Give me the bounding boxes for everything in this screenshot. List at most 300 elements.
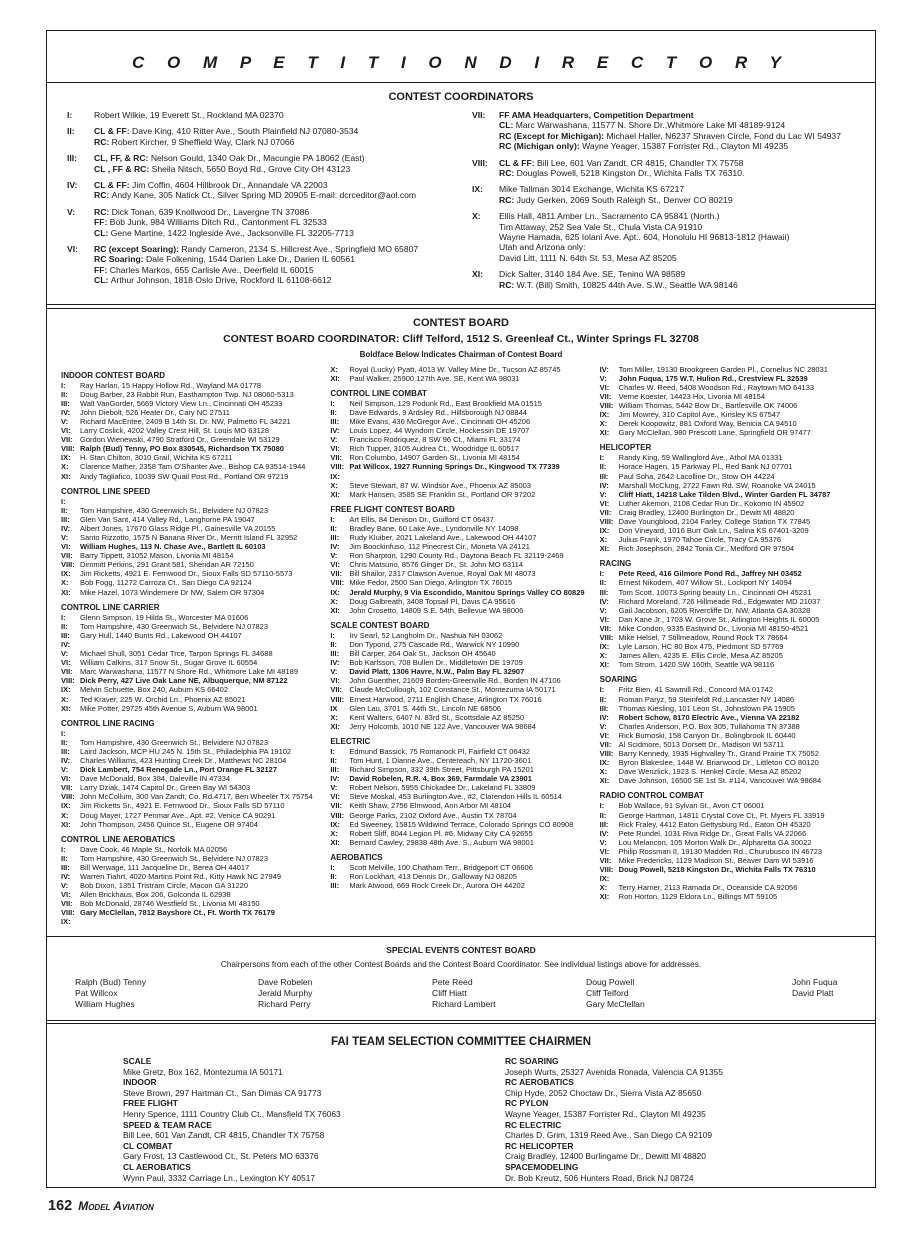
board-section-title: SOARING	[599, 675, 637, 685]
coordinator-line: RC: Douglas Powell, 5218 Kingston Dr., Wichita Falls TX 76310.	[499, 168, 745, 179]
board-entry	[61, 381, 322, 390]
coordinator-line: RC: Robert Kircher, 9 Sheffield Way, Clark NJ 07066	[94, 136, 295, 147]
member-name-address: Don Vineyard, 1016 Burr Oak Ln., Salina KS 67401-3209	[618, 526, 809, 536]
district-numeral: IV:	[61, 872, 71, 881]
district-numeral: I:	[599, 685, 605, 695]
board-entry	[600, 419, 861, 428]
member-name-address: Santo Rizzotto, 1575 N Banana River Dr., Merritt Island FL 32952	[80, 533, 298, 542]
category-prefix: CL:	[94, 275, 111, 286]
district-numeral: X:	[472, 211, 481, 222]
board-entry	[61, 588, 322, 597]
member-name-address: Robert Schow, 8170 Electric Ave., Vienna VA 22182	[618, 712, 800, 722]
district-numeral: V:	[330, 551, 338, 561]
fai-chairman: Chip Hyde, 2052 Choctaw Dr., Sierra Vista AZ 85650	[505, 1087, 702, 1098]
board-entry	[61, 542, 322, 551]
district-numeral: II:	[61, 505, 68, 515]
member-name-address: Glenn Simpson, 19 Hilda St., Worcester MA 01606	[80, 612, 249, 622]
district-numeral: VIII:	[61, 560, 75, 570]
coordinator-lines	[94, 110, 450, 120]
district-numeral: II:	[599, 810, 607, 820]
member-name-address: Mike Condon, 9335 Eastwind Dr., Livonia MI 48150-4521	[618, 623, 809, 633]
board-entry	[600, 365, 861, 374]
board-entry	[330, 588, 591, 597]
board-entry	[330, 631, 591, 640]
board-entry	[61, 811, 322, 820]
board-entry	[61, 774, 322, 783]
district-numeral: VI:	[599, 846, 610, 856]
directory-frame	[46, 30, 876, 1188]
fai-event-title: CL AEROBATICS	[123, 1162, 191, 1172]
district-numeral: III:	[61, 514, 70, 524]
board-entry	[61, 408, 322, 417]
board-entry	[600, 820, 861, 829]
coordinator-line: CL & FF: Dave King, 410 Ritter Ave., South Plainfield NJ 07080-3534	[94, 126, 359, 137]
member-name-address: Craig Bradley, 12400 Burlington Dr., Dewitt MI 48820	[618, 507, 795, 517]
district-numeral: IX:	[599, 410, 610, 420]
board-entry	[330, 801, 591, 810]
district-numeral: IV:	[67, 180, 78, 191]
member-name-address: Royal (Lucky) Pyatt, 4013 W. Valley Mine Dr., Tucson AZ 85745	[349, 364, 561, 374]
fai-event-title: FREE FLIGHT	[123, 1098, 178, 1109]
district-numeral: V:	[330, 435, 338, 445]
district-numeral: XI:	[330, 605, 340, 615]
board-section-title: CONTROL LINE CARRIER	[61, 602, 160, 612]
member-name-address: Doug Mayer, 1727 Penmar Ave., Apt. #2, Venice CA 90291	[80, 810, 276, 820]
board-entry	[600, 624, 861, 633]
member-name-address: Tom Scott, 10073 Spring beauty Ln., Cincinnati OH 45231	[618, 587, 812, 597]
board-entry	[61, 649, 322, 658]
member-name-address: William Calkins, 317 Snow St., Sugar Grove IL 60554	[80, 658, 258, 668]
member-name-address: John Fuqua, 175 W.T. Hulion Rd., Crestview FL 32539	[618, 373, 808, 383]
member-name-address: Ron Horton, 1129 Eldora Ln., Billings MT 59105	[618, 892, 778, 902]
district-numeral: VII:	[61, 899, 73, 909]
member-name-address: Irv Searl, 52 Langholm Dr., Nashua NH 03062	[349, 630, 503, 640]
chairperson-name: Pete Reed	[432, 976, 473, 987]
member-name-address: Tom Hampshire, 430 Greenwich St., Belvidere NJ 07823	[80, 505, 269, 515]
district-numeral: VIII:	[330, 810, 345, 820]
board-section-title: HELICOPTER	[599, 443, 652, 453]
category-prefix: RC:	[499, 279, 517, 290]
district-numeral: XI:	[61, 703, 71, 713]
district-numeral: II:	[599, 694, 607, 704]
board-entry	[600, 578, 861, 587]
member-name-address: John Diebolt, 526 Heater Dr., Cary NC 27511	[80, 407, 230, 417]
board-entry	[61, 685, 322, 694]
category-prefix: CL , FF & RC:	[94, 163, 152, 174]
member-name-address: Tom Strom, 1420 SW 160th, Seattle WA 98116	[618, 660, 775, 670]
contest-board-heading: CONTEST BOARD	[413, 316, 509, 329]
fai-chairman: Wayne Yeager, 15387 Forrister Rd., Clayton MI 49235	[505, 1109, 706, 1120]
district-numeral: I:	[61, 380, 66, 390]
district-numeral: VIII:	[61, 792, 75, 802]
district-numeral: I:	[599, 569, 605, 579]
member-name-address: Gail Jacobson, 6205 Rivercliffe Dr. NW, Atlanta GA 30328	[618, 605, 811, 615]
special-events-column	[586, 977, 792, 1010]
board-entry	[330, 756, 591, 765]
board-entry	[61, 820, 322, 829]
district-numeral: III:	[599, 819, 609, 829]
district-numeral: X:	[61, 694, 69, 704]
member-name-address: Dave McDonald, Box 384, Daleville IN 47334	[80, 774, 231, 784]
district-numeral: VIII:	[330, 694, 345, 704]
member-name-address: Bob Dixon, 1351 Tristram Circle, Macon GA 31220	[80, 881, 248, 891]
board-entry	[330, 515, 591, 524]
coordinator-lines	[94, 153, 450, 174]
member-name-address: Doug Powell, 5218 Kingston Dr., Wichita Falls TX 76310	[618, 865, 816, 875]
district-numeral: I:	[61, 728, 66, 738]
board-section-title: RACING	[599, 559, 632, 569]
member-name-address: Richard Moreland, 726 Hillmeade Rd., Edgewater MD 21037	[618, 596, 821, 606]
board-entry	[600, 695, 861, 704]
member-name-address: Glen Van Sant, 414 Valley Rd., Langhorne PA 19047	[80, 514, 255, 524]
member-name-address: Barry Kennedy, 1935 Highvalley Tr., Grand Prairie TX 75052	[618, 749, 819, 759]
member-name-address: Bob Wallace, 91 Sylvan St., Avon CT 06001	[618, 801, 765, 811]
district-numeral: VI:	[330, 444, 340, 454]
district-numeral: XI:	[599, 776, 610, 786]
fai-chairman: Bill Lee, 601 Van Zandt, CR 4815, Chandler TX 75758	[123, 1130, 325, 1141]
board-entry	[61, 747, 322, 756]
member-name-address: Allen Brickhaus, Box 206, Golconda IL 62938	[80, 890, 231, 900]
district-numeral: VI:	[61, 890, 71, 900]
member-name-address: David Robelen, R.R. 4, Box 369, Farmdale VA 23901	[349, 774, 532, 784]
special-events-column	[258, 977, 432, 1010]
chairperson-name: Dave Robelen	[258, 976, 313, 987]
contest-board-columns	[61, 365, 861, 927]
district-numeral: IX:	[330, 471, 340, 481]
coordinator-lines	[499, 269, 855, 290]
coordinator-entry	[67, 126, 450, 147]
board-entry	[61, 444, 322, 453]
coordinator-line: RC (Michigan only): Wayne Yeager, 15387 Forrister Rd., Clayton MI 49235	[499, 141, 789, 152]
district-numeral: X:	[330, 712, 338, 722]
member-name-address: Steve Stewart, 87 W. Windsor Ave., Phoenix AZ 85003	[349, 480, 531, 490]
member-name-address: Walt VanGorder, 5669 Victory View Ln., Cincinnati OH 45233	[80, 398, 283, 408]
special-events-column	[75, 977, 258, 1010]
board-section-title: AEROBATICS	[330, 852, 383, 862]
district-numeral: X:	[599, 419, 608, 429]
coordinator-lines	[499, 184, 855, 205]
board-entry	[61, 863, 322, 872]
district-numeral: VII:	[330, 453, 342, 463]
board-entry	[600, 811, 861, 820]
member-name-address: Marc Warwashana, 11577 N Shore Rd., Whitmore Lake MI 48189	[80, 667, 299, 677]
district-numeral: VI:	[330, 676, 340, 686]
district-numeral: VII:	[599, 739, 612, 749]
board-entry	[61, 631, 322, 640]
district-numeral: VI:	[330, 560, 340, 570]
district-numeral: II:	[67, 126, 75, 137]
board-entry	[330, 667, 591, 676]
member-name-address: Terry Harner, 2113 Ramada Dr., Oceanside CA 92056	[618, 883, 798, 893]
board-entry	[600, 472, 861, 481]
board-entry	[61, 917, 322, 926]
member-name-address: Doug Barber, 23 Rabbit Run, Easthampton Twp. NJ 08060-5313	[80, 389, 294, 399]
coordinators-heading: CONTEST COORDINATORS	[388, 91, 534, 103]
district-numeral: II:	[61, 621, 68, 631]
board-entry	[61, 426, 322, 435]
member-name-address: Charles Anderson, P.O. Box 305, Tullahoma TN 37388	[618, 721, 800, 731]
board-entry	[330, 569, 591, 578]
member-name-address: Mark Hansen, 3585 SE Franklin St., Portland OR 97202	[349, 489, 536, 499]
district-numeral: VII:	[61, 551, 73, 561]
board-section-title: CONTROL LINE COMBAT	[330, 388, 427, 398]
special-events-column	[432, 977, 586, 1010]
member-name-address: Steve Moskal, 453 Burlington Ave., #2, Clarendon Hills IL 60514	[349, 792, 562, 802]
district-numeral: XI:	[61, 819, 71, 829]
district-numeral: XI:	[599, 892, 610, 902]
member-name-address: Ron Sharpton, 1290 County Rd., Daytona Beach FL 32119-2469	[349, 551, 564, 561]
board-entry	[61, 578, 322, 587]
fai-event-title: INDOOR	[123, 1077, 157, 1088]
member-name-address: Cliff Hiatt, 14218 Lake Tilden Blvd., Winter Garden FL 34787	[618, 489, 831, 499]
board-entry	[61, 506, 322, 515]
member-name-address: Ray Harlan, 15 Happy Hollow Rd., Wayland MA 01778	[80, 380, 262, 390]
district-numeral: X:	[330, 596, 338, 606]
contest-board-note: Boldface Below Indicates Chairman of Contest Board	[359, 349, 563, 359]
district-numeral: VIII:	[599, 865, 614, 875]
member-name-address: Tom Miller, 19130 Brookgreen Garden Pl., Cornelius NC 28031	[618, 364, 828, 374]
category-prefix: CL, FF, & RC:	[94, 153, 151, 164]
board-entry	[61, 881, 322, 890]
category-prefix: CL:	[499, 120, 516, 131]
member-name-address: Bill Shailor, 2317 Clawson Avenue, Royal Oak MI 48073	[349, 569, 536, 579]
coordinator-line: CL: Arthur Johnson, 1818 Oslo Drive, Rockford IL 61108-6612	[94, 275, 332, 286]
member-name-address: Lou Melancon, 105 Morton Walk Dr., Alpharetta GA 30022	[618, 837, 812, 847]
district-numeral: VII:	[599, 623, 612, 633]
chairperson-name: Doug Powell	[586, 976, 635, 987]
member-name-address: Warren Tiahrt, 4020 Martins Point Rd., Kitty Hawk NC 27949	[80, 872, 282, 881]
member-name-address: Glen Lau, 3701 S. 44th St., Lincoln NE 68506	[349, 703, 502, 713]
board-entry	[600, 883, 861, 892]
district-numeral: V:	[61, 765, 69, 775]
board-entry	[330, 606, 591, 615]
member-name-address: Dave Edwards, 9 Ardsley Rd., Hillsborough NJ 08844	[349, 407, 527, 417]
district-numeral: IV:	[599, 596, 609, 606]
district-numeral: V:	[61, 416, 69, 426]
coordinator-line	[499, 110, 855, 120]
member-name-address: Larry Coslick, 4202 Valley Crest Hill, St. Louis MO 63128	[80, 426, 270, 436]
member-name-address: Paul Walker, 25900 127th Ave. SE, Kent WA 98031	[349, 373, 520, 383]
divider-contest-board	[47, 304, 875, 309]
district-numeral: X:	[330, 480, 338, 490]
district-numeral: IX:	[61, 801, 71, 811]
member-name-address: Derek Koopowitz, 881 Oxford Way, Benicia CA 94510	[618, 419, 797, 429]
category-prefix: RC:	[94, 190, 112, 201]
board-entry	[330, 399, 591, 408]
board-entry	[330, 417, 591, 426]
board-entry	[600, 865, 861, 874]
district-numeral: III:	[330, 649, 340, 659]
page-title: C O M P E T I T I O N D I R E C T O R Y	[132, 53, 790, 72]
district-numeral: V:	[330, 667, 338, 677]
member-name-address: Jerry Holcomb, 1010 NE 122 Ave, Vancouver WA 98684	[349, 721, 536, 731]
category-prefix: FF AMA Headquarters, Competition Department	[499, 110, 694, 120]
district-numeral: VIII:	[330, 462, 345, 472]
category-prefix: FF:	[94, 217, 110, 228]
board-entry	[600, 569, 861, 578]
board-section-title: FREE FLIGHT CONTEST BOARD	[330, 504, 455, 514]
district-numeral: IV:	[61, 639, 71, 649]
divider-special-events	[47, 936, 875, 937]
board-entry	[600, 481, 861, 490]
board-entry	[61, 399, 322, 408]
category-prefix: RC (except Soaring):	[94, 244, 182, 255]
district-numeral: XI:	[599, 428, 610, 438]
board-entry	[330, 426, 591, 435]
coordinator-line: FF: Charles Markos, 655 Carlisle Ave., Deerfield IL 60015	[94, 264, 314, 275]
district-numeral: X:	[330, 364, 338, 374]
district-numeral: I:	[330, 746, 335, 756]
fai-chairman: Charles D. Grim, 1319 Reed Ave., San Diego CA 92109	[505, 1130, 713, 1141]
page-footer	[48, 1198, 154, 1214]
district-numeral: IV:	[61, 755, 71, 765]
board-entry	[61, 613, 322, 622]
board-entry	[600, 508, 861, 517]
chairperson-name: Pat Willcox	[75, 987, 118, 998]
district-numeral: VII:	[599, 507, 612, 517]
district-numeral: I:	[330, 514, 335, 524]
board-entry	[600, 633, 861, 642]
member-name-address: John Guenther, 21609 Borden-Greenville Rd., Borden IN 47106	[349, 676, 561, 686]
coordinator-line: CL , FF & RC: Sheila Nitsch, 5650 Boyd Rd., Grove City OH 43123	[94, 163, 351, 174]
board-entry	[330, 578, 591, 587]
board-entry	[600, 615, 861, 624]
coordinator-line: Robert Wilkie, 19 Everett St., Rockland MA 02370	[94, 110, 284, 120]
member-name-address: Tom Hunt, 1 Dianne Ave., Centereach, NY 11720-3601	[349, 755, 532, 765]
district-numeral: III:	[330, 881, 340, 891]
member-name-address: Dimmitt Perkins, 291 Grant 581, Sheridan AR 72150	[80, 560, 254, 570]
board-entry	[600, 651, 861, 660]
board-entry	[600, 874, 861, 883]
district-numeral: IX:	[599, 874, 610, 884]
district-numeral: IV:	[61, 523, 71, 533]
board-entry	[330, 704, 591, 713]
category-prefix: FF:	[94, 264, 110, 275]
member-name-address: Mike Potter, 29725 45th Avenue S, Auburn WA 98001	[80, 703, 258, 713]
member-name-address: Gary Hull, 1440 Bunts Rd., Lakewood OH 44107	[80, 630, 242, 640]
member-name-address: Verne Koester, 14423 Hix, Livonia MI 48154	[618, 391, 766, 401]
district-numeral: IV:	[61, 407, 71, 417]
member-name-address: Michael Shull, 3051 Cedar Trce, Tarpon Springs FL 34688	[80, 649, 273, 659]
district-numeral: XI:	[61, 587, 71, 597]
member-name-address: Ralph (Bud) Tenny, PO Box 830545, Richardson TX 75080	[80, 444, 284, 454]
member-name-address: Rich Tupper, 3105 Audrea Ct., Woodridge IL 60517	[349, 444, 520, 454]
chairperson-name: David Platt	[792, 987, 834, 998]
district-numeral: V:	[61, 649, 69, 659]
member-name-address: Bob McDonald, 28746 Westfield St., Livonia MI 48150	[80, 899, 260, 909]
board-entry	[330, 783, 591, 792]
board-entry	[61, 756, 322, 765]
board-entry	[61, 390, 322, 399]
district-numeral: VI:	[61, 774, 71, 784]
board-entry	[61, 738, 322, 747]
member-name-address: Charles Williams, 423 Hunting Creek Dr., Matthews NC 28104	[80, 755, 287, 765]
district-numeral: IV:	[330, 658, 340, 668]
member-name-address: Bill Carper, 264 Oak St., Jackson OH 45640	[349, 649, 496, 659]
district-numeral: IV:	[330, 774, 340, 784]
board-entry	[600, 829, 861, 838]
district-numeral: VI:	[61, 658, 71, 668]
district-numeral: III:	[330, 765, 340, 775]
member-name-address: Mark Atwood, 669 Rock Creek Dr., Aurora OH 44202	[349, 881, 525, 891]
coordinator-line: Wayne Hamada, 625 Iolani Ave. Apt.. 604, Honolulu HI 96813-1812 (Hawaii)	[499, 232, 790, 243]
member-name-address: Dave Cook, 46 Maple St., Norfolk MA 02056	[80, 844, 228, 854]
district-numeral: VII:	[330, 569, 342, 579]
board-entry	[61, 729, 322, 738]
category-prefix: CL & FF:	[94, 180, 133, 191]
coordinator-line: RC: W.T. (Bill) Smith, 10825 44th Ave. S.W., Seattle WA 98146	[499, 279, 738, 290]
board-entry	[330, 524, 591, 533]
board-entry	[330, 408, 591, 417]
board-entry	[61, 435, 322, 444]
member-name-address: Francisco Rodriquez, 8 SW 96 Ct., Miami FL 33174	[349, 435, 521, 445]
board-entry	[600, 838, 861, 847]
board-entry	[600, 383, 861, 392]
member-name-address: Larry Dziak, 1474 Capitol Dr., Green Bay WI 54303	[80, 783, 251, 793]
member-name-address: Chris Matsuno, 8576 Ginger Dr., St. John MO 63114	[349, 560, 524, 570]
chairperson-name: Richard Perry	[258, 998, 311, 1009]
district-numeral: IV:	[330, 542, 340, 552]
member-name-address: John Crosetto, 14809 S.E. 54th, Bellevue WA 98006	[349, 605, 524, 615]
fai-left-column	[61, 1056, 461, 1183]
district-numeral: X:	[61, 462, 69, 472]
member-name-address: Art Ellis, 84 Denison Dr., Guilford CT 06437	[349, 514, 494, 524]
district-numeral: I:	[61, 496, 66, 506]
member-name-address: Horace Hagen, 15 Parkway Pl., Red Bank NJ 07701	[618, 462, 793, 472]
board-section-title: RADIO CONTROL COMBAT	[599, 791, 704, 801]
district-numeral: X:	[599, 883, 608, 893]
member-name-address: Doug Galbreath, 3408 Topsail Pl, Davis CA 95616	[349, 596, 516, 606]
member-name-address: Philip Rossman II, 19130 Madden Rd., Churubusco IN 46723	[618, 846, 823, 856]
member-name-address: Mike Evans, 436 McGregor Ave., Cincinnati OH 45206	[349, 416, 531, 426]
board-entry	[61, 765, 322, 774]
board-entry	[61, 569, 322, 578]
district-numeral: VII:	[472, 110, 486, 120]
category-prefix: CL:	[94, 227, 111, 238]
member-name-address: George Parks, 2102 Oxford Ave., Austin TX 78704	[349, 810, 517, 820]
board-entry	[600, 847, 861, 856]
district-numeral: VIII:	[599, 749, 614, 759]
member-name-address: Ed Sweeney, 15815 Wildwind Terrace, Colorado Springs CO 80908	[349, 819, 574, 829]
board-entry	[600, 597, 861, 606]
member-name-address: Dave Youngblood, 2104 Farley, College Station TX 77845	[618, 517, 811, 526]
coordinator-line: RC: Dick Tonan, 639 Knollwood Dr., Lavergne TN 37086	[94, 206, 310, 217]
district-numeral: X:	[599, 535, 608, 545]
member-name-address: Rick Fraley, 4412 Eaton Gettysburg Rd., Eaton OH 45320	[618, 819, 811, 829]
district-numeral: IX:	[599, 642, 610, 652]
fai-event-title: SCALE	[123, 1056, 152, 1067]
member-name-address: Richard MacEntee, 2409 B 14th St. Dr. NW, Palmetto FL 34221	[80, 416, 291, 426]
board-section-title: SCALE CONTEST BOARD	[330, 620, 430, 630]
member-name-address: Jim Mowrey, 310 Capitol Ave., Kinsley KS 67547	[618, 410, 781, 420]
member-name-address: Andy Tagliafico, 10039 SW Quail Post Rd., Portland OR 97219	[80, 471, 289, 481]
board-entry	[600, 544, 861, 553]
board-entry	[61, 908, 322, 917]
category-prefix: CL & FF:	[499, 157, 538, 168]
district-numeral: III:	[67, 153, 78, 164]
member-name-address: Gordon Wienewski, 4790 Stratford Dr., Greendale WI 53129	[80, 435, 280, 445]
board-entry	[61, 622, 322, 631]
district-numeral: I:	[61, 844, 66, 854]
board-entry	[61, 667, 322, 676]
page-number: 162	[48, 1198, 73, 1214]
board-entry	[600, 801, 861, 810]
board-entry	[600, 517, 861, 526]
divider-fai	[47, 1020, 875, 1025]
district-numeral: IX:	[61, 453, 71, 463]
coordinator-line: Ellis Hall, 4811 Amber Ln., Sacramento CA 95841 (North.)	[499, 211, 720, 222]
district-numeral: X:	[61, 578, 69, 588]
